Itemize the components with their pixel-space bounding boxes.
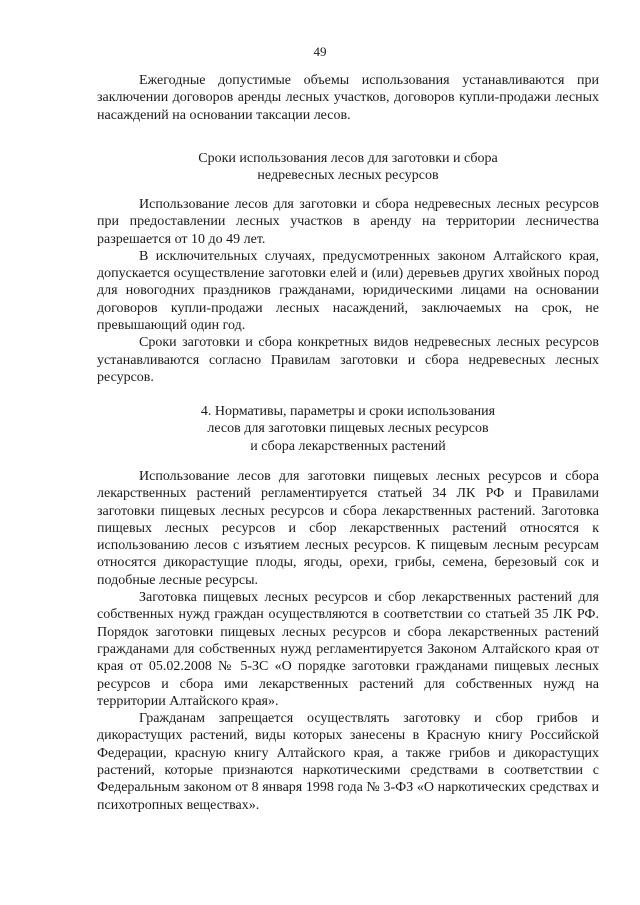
section-nonwood-heading <box>97 150 599 185</box>
heading-line: недревесных лесных ресурсов <box>257 168 439 184</box>
paragraph: Заготовка пищевых лесных ресурсов и сбор лекарственных растений для собственных нужд граждан осуществляются в соответствии со статьей 35 ЛК РФ. Порядок заготовки пищевых лесных ресурсов и сбора лекарственных растений гражданами для собственных нужд регламентируется Законом Алтайского края от края от 05.02.2008 № 5-ЗС «О порядке заготовки гражданами пищевых лесных ресурсов и сбора ими лекарственных растений для собственных нужд на территории Алтайского края». <box>97 590 599 709</box>
heading-line: и сбора лекарственных растений <box>250 438 446 454</box>
intro-block <box>97 72 599 124</box>
intro-paragraph: Ежегодные допустимые объемы использования устанавливаются при заключении договоров аренды лесных участков, договоров купли-продажи лесных насаждений на основании таксации лесов. <box>97 73 599 123</box>
section-4-heading <box>97 403 599 455</box>
heading-line: лесов для заготовки пищевых лесных ресурсов <box>207 421 489 437</box>
heading-line: 4. Нормативы, параметры и сроки использования <box>200 404 496 419</box>
paragraph: Использование лесов для заготовки пищевых лесных ресурсов и сбора лекарственных растений регламентируется статьей 34 ЛК РФ и Правилами заготовки пищевых лесных ресурсов и сбора лекарственных растений. Заготовка пищевых лесных ресурсов и сбор лекарственных растений относятся к использованию лесов с изъятием лесных ресурсов. К пищевым лесным ресурсам относятся дикорастущие плоды, ягоды, орехи, грибы, семена, березовый сок и подобные лесные ресурсы. <box>97 469 599 588</box>
page-number: 49 <box>313 44 327 59</box>
section-4-body <box>97 468 599 814</box>
heading-line: Сроки использования лесов для заготовки и сбора <box>198 151 498 166</box>
paragraph: Гражданам запрещается осуществлять заготовку и сбор грибов и дикорастущих растений, виды которых занесены в Красную книгу Российской Федерации, красную книгу Алтайского края, а также грибов и дикорастущих растений, которые признаются наркотическими средствами в соответствии с Федеральным законом от 8 января 1998 года № 3-ФЗ «О наркотических средствах и психотропных веществах». <box>97 711 599 813</box>
paragraph: Сроки заготовки и сбора конкретных видов недревесных лесных ресурсов устанавливаются согласно Правилам заготовки и сбора недревесных лесных ресурсов. <box>97 335 599 385</box>
paragraph: Использование лесов для заготовки и сбора недревесных лесных ресурсов при предоставлении лесных участков в аренду на территории лесничества разрешается от 10 до 49 лет. <box>97 197 599 247</box>
section-nonwood-body <box>97 196 599 386</box>
paragraph: В исключительных случаях, предусмотренных законом Алтайского края, допускается осуществление заготовки елей и (или) деревьев других хвойных пород для новогодних праздников гражданами, юридическими лицами на основании договоров купли-продажи лесных насаждений, заключаемых на срок, не превышающий один год. <box>97 248 599 334</box>
